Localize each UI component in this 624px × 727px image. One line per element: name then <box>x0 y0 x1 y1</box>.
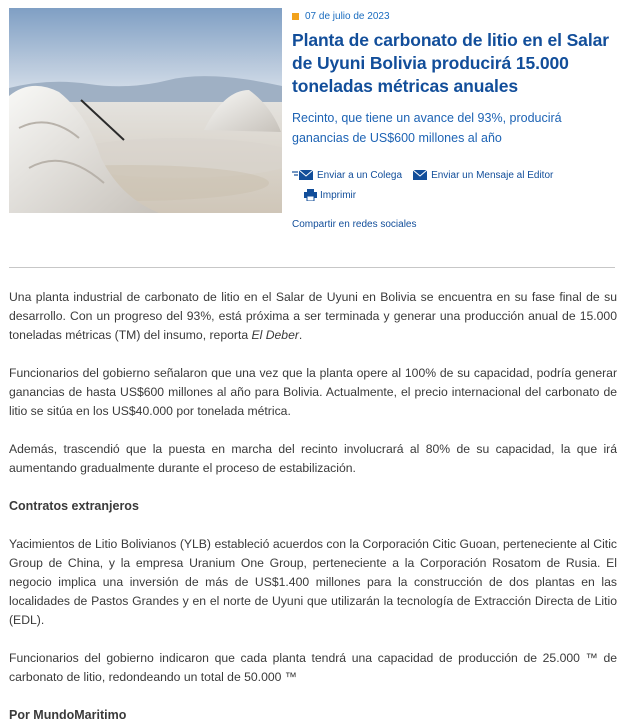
paragraph-2: Funcionarios del gobierno señalaron que una vez que la planta opere al 100% de su capacidad, podría generar ganancias de hasta US$600 millones al año para Bolivia. Actualmente, el precio internacional del carbonato de litio se sitúa en los US$40.000 por tonelada métrica. <box>9 366 617 418</box>
send-to-editor-label: Enviar un Mensaje al Editor <box>431 169 554 181</box>
paragraph-3: Además, trascendió que la puesta en marcha del recinto involucrará al 80% de su capacidad, la que irá aumentando gradualmente durante el proceso de estabilización. <box>9 442 617 475</box>
article-subtitle: Recinto, que tiene un avance del 93%, producirá ganancias de US$600 millones al año <box>292 111 562 145</box>
paragraph-1: Una planta industrial de carbonato de litio en el Salar de Uyuni en Bolivia se encuentra en su fase final de su desarrollo. Con un progreso del 93%, está próxima a ser terminada y generar una producción anual de 15.000 toneladas métricas (TM) del insumo, reporta El Deber. <box>9 290 617 342</box>
article-actions <box>292 165 616 205</box>
salt-flat-photo <box>9 8 282 213</box>
divider <box>9 267 615 268</box>
send-to-editor-link[interactable] <box>412 169 553 181</box>
printer-icon <box>304 189 317 201</box>
article-body <box>9 288 617 725</box>
byline: Por MundoMaritimo <box>9 708 127 722</box>
article-header <box>0 0 624 248</box>
article-meta <box>292 8 616 230</box>
envelope-icon <box>412 169 428 181</box>
section-heading: Contratos extranjeros <box>9 499 139 513</box>
send-to-colleague-label: Enviar a un Colega <box>317 169 403 181</box>
source-name: El Deber <box>251 328 299 342</box>
date-row <box>292 8 616 24</box>
date-marker-icon <box>292 13 299 20</box>
paragraph-4: Yacimientos de Litio Bolivianos (YLB) estableció acuerdos con la Corporación Citic Guoan, perteneciente al Citic Group de China, y la empresa Uranium One Group, perteneciente a la Corporación Rosatom de Rusia. El negocio implica una inversión de más de US$1.400 millones para la construcción de dos plantas en las localidades de Pastos Grandes y en el norte de Uyuni que utilizarán la tecnología de Extracción Directa de Litio (EDL). <box>9 537 617 627</box>
share-social-link[interactable]: Compartir en redes sociales <box>292 219 417 230</box>
envelope-lines-icon <box>292 169 314 181</box>
publish-date: 07 de julio de 2023 <box>305 10 390 22</box>
send-to-colleague-link[interactable] <box>292 169 402 181</box>
print-link[interactable] <box>304 189 356 201</box>
article-title: Planta de carbonato de litio en el Salar de Uyuni Bolivia producirá 15.000 toneladas métricas anuales <box>292 30 609 96</box>
print-label: Imprimir <box>320 189 357 201</box>
paragraph-5: Funcionarios del gobierno indicaron que cada planta tendrá una capacidad de producción de 25.000 ™ de carbonato de litio, redondeando un total de 50.000 ™ <box>9 651 617 684</box>
